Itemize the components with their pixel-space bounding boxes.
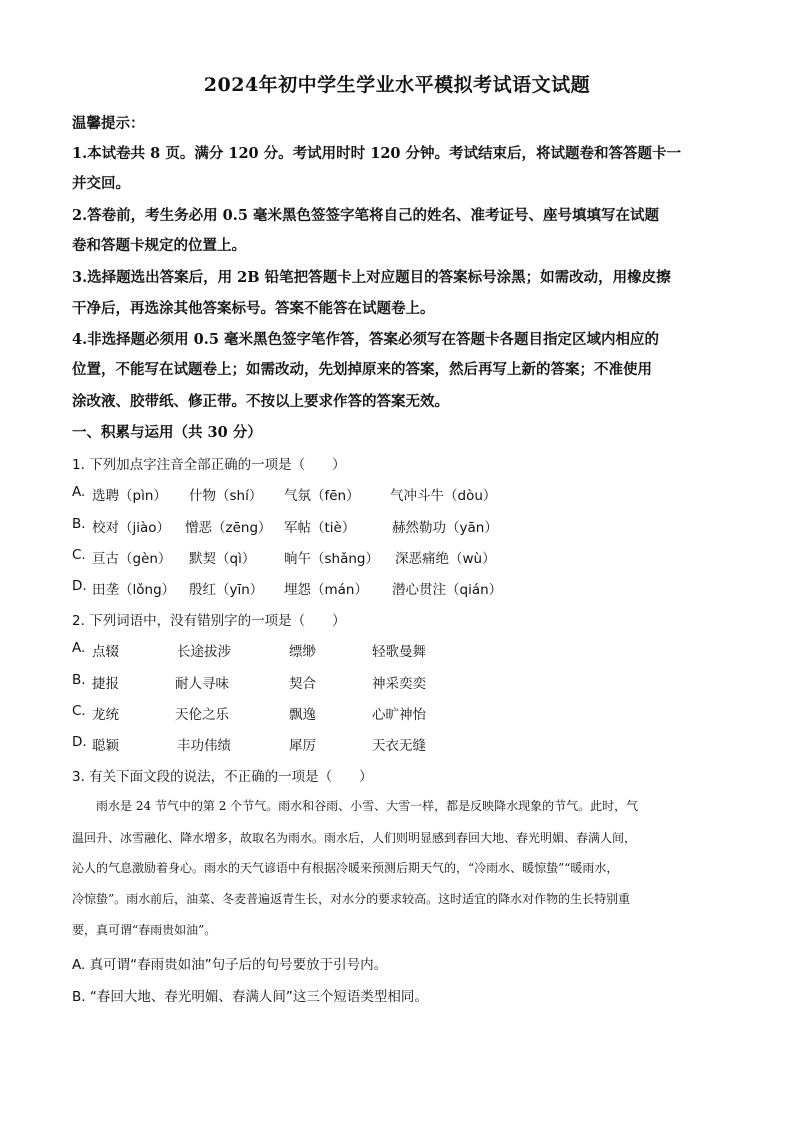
passage-line: 冷惊蛰”。雨水前后，油菜、冬麦普遍返青生长，对水分的要求较高。这时适宜的降水对作物的生长特别重 <box>72 892 631 906</box>
option-item: 赫然勒功（yān） <box>392 520 498 536</box>
option-item: 殷红（yīn） <box>189 582 264 598</box>
question-2-stem: 2. 下列词语中，没有错别字的一项是（ ） <box>72 613 346 629</box>
notice-heading: 温馨提示： <box>72 115 145 132</box>
option-item: 长途拔涉 <box>177 644 231 660</box>
option-item: 校对（jiào） <box>92 520 171 536</box>
option-item: 心旷神怡 <box>372 707 426 723</box>
passage-line: 温回升、冰雪融化、降水增多，故取名为雨水。雨水后，人们则明显感到春回大地、春光明媚、春满人间， <box>72 831 637 845</box>
passage-line: 雨水是 24 节气中的第 2 个节气。雨水和谷雨、小雪、大雪一样，都是反映降水现象的节气。此时，气 <box>72 799 639 813</box>
option-item: 什物（shí） <box>189 488 263 504</box>
option-label: C. <box>72 703 86 719</box>
option-item: 契合 <box>289 676 316 692</box>
notice-item-1-line-1: 1.本试卷共 8 页。满分 120 分。考试用时时 120 分钟。考试结束后，将试题卷和答答题卡一 <box>72 145 682 162</box>
option-label: D. <box>72 734 87 750</box>
option-label: B. <box>72 672 86 688</box>
notice-item-4-line-1: 4.非选择题必须用 0.5 毫米黑色签字笔作答，答案必须写在答题卡各题目指定区域内相应的 <box>72 331 659 348</box>
option-item: 丰功伟绩 <box>177 738 231 754</box>
notice-item-3-line-1: 3.选择题选出答案后，用 2B 铅笔把答题卡上对应题目的答案标号涂黑；如需改动，用橡皮擦 <box>72 269 671 286</box>
option-item: 耐人寻味 <box>175 676 229 692</box>
option-item: 亘古（gèn） <box>92 551 172 567</box>
option-item: 气氛（fēn） <box>284 488 360 504</box>
notice-item-2-line-2: 卷和答题卡规定的位置上。 <box>72 237 246 254</box>
question-3-stem: 3. 有关下面文段的说法，不正确的一项是（ ） <box>72 769 373 785</box>
option-item: 深恶痛绝（wù） <box>395 551 496 567</box>
question-3-option-b: B. “春回大地、春光明媚、春满人间”这三个短语类型相同。 <box>72 989 428 1005</box>
option-item: 神采奕奕 <box>372 676 426 692</box>
notice-item-2-line-1: 2.答卷前，考生务必用 0.5 毫米黑色签签字笔将自己的姓名、准考证号、座号填填写在试题 <box>72 207 659 224</box>
section-heading: 一、积累与运用（共 30 分） <box>72 424 262 441</box>
option-item: 晌午（shǎng） <box>284 551 379 567</box>
option-label: B. <box>72 516 86 532</box>
question-1-stem: 1. 下列加点字注音全部正确的一项是（ ） <box>72 457 346 473</box>
option-item: 轻歌曼舞 <box>372 644 426 660</box>
option-item: 军帖（tiè） <box>284 520 356 536</box>
question-3-option-a: A. 真可谓“春雨贵如油”句子后的句号要放于引号内。 <box>72 957 388 973</box>
option-item: 天衣无缝 <box>372 738 426 754</box>
page-title: 2024年初中学生学业水平模拟考试语文试题 <box>203 74 591 96</box>
option-item: 龙统 <box>92 707 119 723</box>
option-label: C. <box>72 547 86 563</box>
passage-line: 沁人的气息激励着身心。雨水的天气谚语中有根据冷暖来预测后期天气的，“冷雨水、暖惊蛰”“暖雨水， <box>72 861 619 875</box>
option-item: 犀厉 <box>289 738 316 754</box>
notice-item-3-line-2: 干净后，再选涂其他答案标号。答案不能答在试题卷上。 <box>72 300 435 317</box>
passage-line: 要，真可谓“春雨贵如油”。 <box>72 923 217 937</box>
option-item: 田垄（lǒng） <box>92 582 176 598</box>
option-item: 憎恶（zēng） <box>185 520 272 536</box>
notice-item-4-line-3: 涂改液、胶带纸、修正带。不按以上要求作答的答案无效。 <box>72 393 449 410</box>
option-item: 选聘（pìn） <box>92 488 167 504</box>
option-item: 聪颖 <box>92 738 119 754</box>
option-item: 默契（qì） <box>189 551 256 567</box>
option-item: 潜心贯注（qián） <box>392 582 503 598</box>
option-item: 缥缈 <box>289 644 316 660</box>
option-item: 气冲斗牛（dòu） <box>390 488 497 504</box>
option-item: 埋怨（mán） <box>284 582 368 598</box>
option-item: 飘逸 <box>289 707 316 723</box>
notice-item-4-line-2: 位置，不能写在试题卷上；如需改动，先划掉原来的答案，然后再写上新的答案；不准使用 <box>72 361 652 378</box>
option-item: 天伦之乐 <box>175 707 229 723</box>
option-label: A. <box>72 484 86 500</box>
option-label: D. <box>72 578 87 594</box>
option-item: 点辍 <box>92 644 119 660</box>
option-item: 捷报 <box>92 676 119 692</box>
notice-item-1-line-2: 并交回。 <box>72 175 130 192</box>
option-label: A. <box>72 640 86 656</box>
